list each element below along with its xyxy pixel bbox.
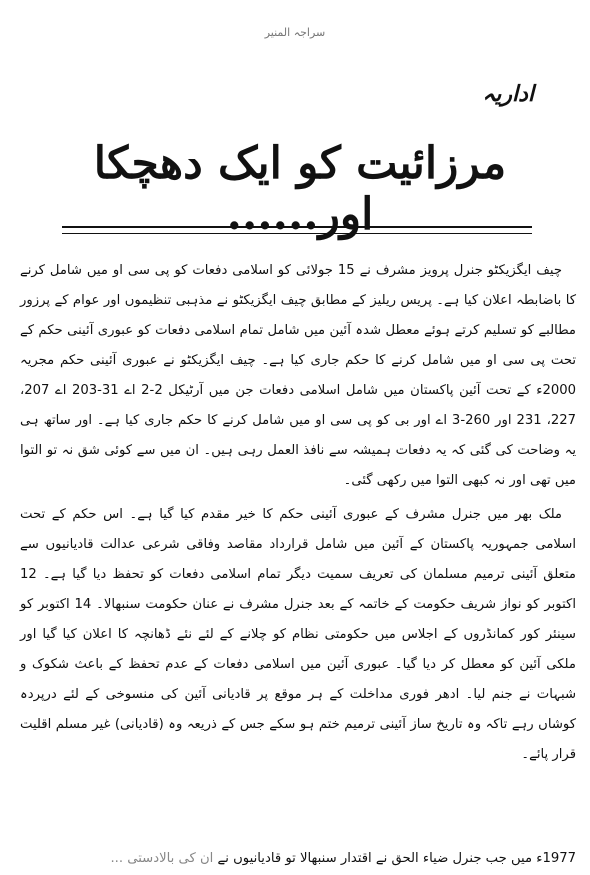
article-title: مرزائیت کو ایک دھچکا اور...... [93,138,507,240]
footer-line [20,846,576,872]
title-rule-top [62,226,532,228]
section-label: اداریہ [482,82,534,107]
footer-text: 1977ء میں جب جنرل ضیاء الحق نے اقتدار سنبھالا تو قادیانیوں نے [217,851,576,866]
header-note: سراجہ المنیر [264,26,326,39]
footer-faint-text: ان کی بالادستی ... [110,851,214,866]
paragraph-2: ملک بھر میں جنرل مشرف کے عبوری آئینی حکم کا خیر مقدم کیا گیا ہے۔ اس حکم کے تحت اسلامی جمہوریہ پاکستان کے آئین میں شامل قرارداد مقاصد وفاقی شرعی عدالت قادیانیوں سے متعلق آئینی ترمیم مسلمان کی تعریف سمیت دیگر تمام اسلامی دفعات کو تحفظ دیا گیا ہے۔ 12 اکتوبر کو نواز شریف حکومت کے خاتمہ کے بعد جنرل مشرف نے عنان حکومت سنبھالا۔ 14 اکتوبر کو سینئر کور کمانڈروں کے اجلاس میں حکومتی نظام کو چلانے کے لئے نئے ڈھانچہ کا اعلان کیا گیا اور ملکی آئین کو معطل کر دیا گیا۔ عبوری آئین میں اسلامی دفعات کے عدم تحفظ کے باعث شکوک و شبہات نے جنم لیا۔ ادھر فوری مداخلت کے ہر موقع پر قادیانی آئین کی منسوخی کے لئے درپردہ کوشاں رہے تاکہ وہ تاریخ ساز آئینی ترمیم ختم ہو سکے جس کے ذریعہ وہ (قادیانی) غیر مسلم اقلیت قرار پائے۔ [20,507,577,762]
title-rule-bottom [62,233,532,234]
article-body [20,256,576,774]
paragraph-1: چیف ایگزیکٹو جنرل پرویز مشرف نے 15 جولائی کو اسلامی دفعات کو پی سی او میں شامل کرنے کا باضابطہ اعلان کیا ہے۔ پریس ریلیز کے مطابق چیف ایگزیکٹو نے مذہبی تنظیموں اور عوام کے پرزور مطالبے کو تسلیم کرتے ہوئے معطل شدہ آئین میں شامل تمام اسلامی دفعات کو عبوری آئینی حکم کے تحت پی سی او میں شامل کرنے کا حکم جاری کیا ہے۔ چیف ایگزیکٹو نے عبوری آئینی حکم مجریہ 2000ء کے تحت آئین پاکستان میں شامل اسلامی دفعات جن میں آرٹیکل 2-2 اے 31-203 اے 207، 227، 231 اور 260-3 اے اور بی کو پی سی او میں شامل کرنے کا حکم جاری کیا ہے۔ اور ساتھ ہی یہ وضاحت کی گئی کہ یہ دفعات ہمیشہ سے نافذ العمل رہی ہیں۔ ان میں سے کوئی شق نہ تو التوا میں تھی اور نہ کبھی التوا میں رکھی گئی۔ [20,263,576,488]
